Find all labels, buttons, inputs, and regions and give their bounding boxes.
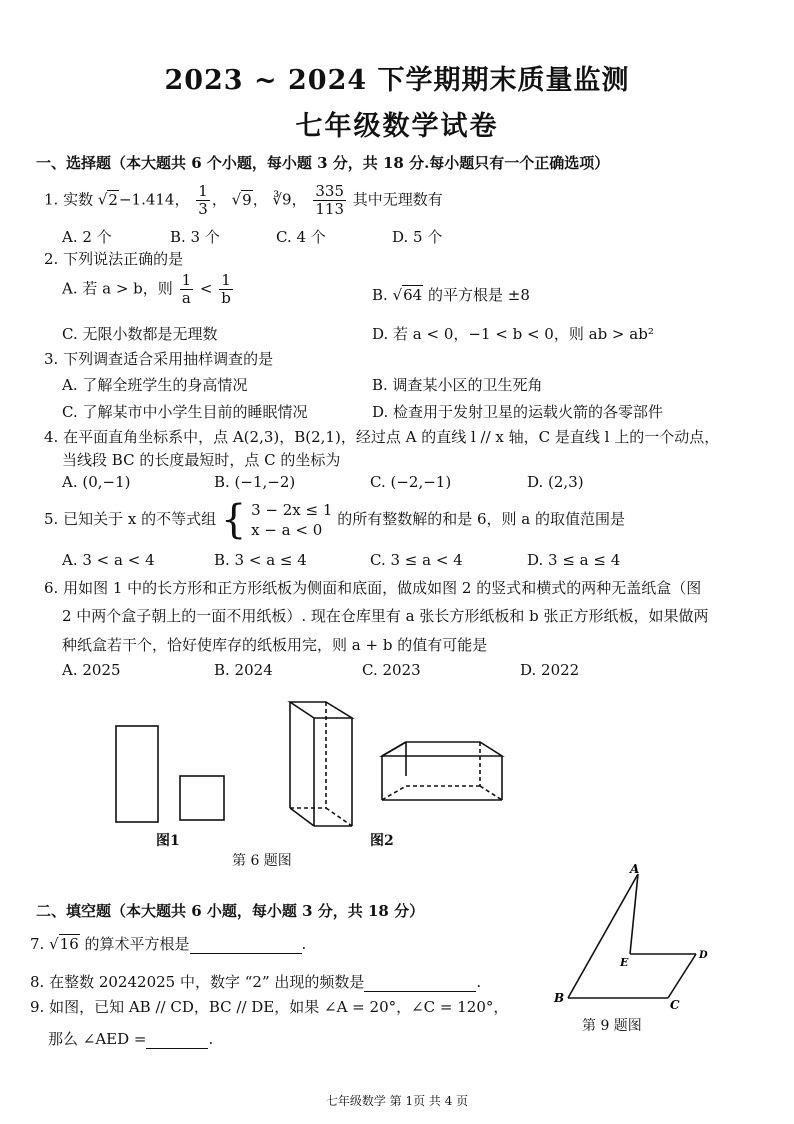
q1-frac2 [313, 183, 346, 218]
q9-line1: 9. 如图，已知 AB // CD，BC // DE，如果 ∠A = 20°，∠C = 120°， [30, 998, 509, 1016]
question-8 [30, 971, 481, 992]
q3-stem: 3. 下列调查适合采用抽样调查的是 [44, 350, 274, 368]
figure-1-label: 图1 [156, 833, 180, 849]
q2-option-a [62, 272, 235, 307]
q1-sqrt2: 2 [108, 190, 118, 209]
q1-option-d: D. 5 个 [392, 228, 443, 246]
q5-option-a: A. 3 < a < 4 [62, 551, 155, 569]
q2-a-pre: A. 若 a > b，则 [62, 279, 173, 298]
q5-system [251, 500, 332, 540]
q2-b-rad: 64 [403, 286, 423, 304]
figure-9-lines [568, 874, 696, 998]
q2-option-b: B. √64 的平方根是 ±8 [372, 286, 530, 304]
figure-2-label: 图2 [370, 833, 394, 849]
q8-end: . [476, 973, 482, 991]
question-9-line2 [48, 1028, 213, 1049]
q7-rad: 16 [59, 935, 79, 953]
rectangle-board [116, 726, 158, 822]
q2-a-lt: < [199, 279, 213, 298]
q2-b-post: 的平方根是 ±8 [423, 286, 530, 304]
q4-line2: 当线段 BC 的长度最短时，点 C 的坐标为 [62, 451, 341, 469]
q2-stem: 2. 下列说法正确的是 [44, 250, 184, 268]
figure-2-boxes [282, 696, 512, 831]
q3-option-c: C. 了解某市中小学生目前的睡眠情况 [62, 403, 308, 421]
q1-frac1-num: 1 [198, 182, 208, 200]
q7-pre: 7. [30, 935, 50, 953]
point-c-label: C [670, 998, 680, 1012]
q6-option-b: B. 2024 [214, 661, 273, 679]
q2-a-f2d: b [221, 289, 231, 307]
q3-option-a: A. 了解全班学生的身高情况 [62, 376, 248, 394]
q6-option-d: D. 2022 [520, 661, 580, 679]
exam-title: 2023 ~ 2024 下学期期末质量监测 [164, 65, 630, 96]
q1-prefix: 1. 实数 [44, 190, 94, 209]
q1-option-a: A. 2 个 [62, 228, 112, 246]
q2-a-f1n: 1 [181, 271, 192, 289]
q9-answer-blank[interactable] [146, 1030, 208, 1049]
q2-option-c: C. 无限小数都是无理数 [62, 325, 218, 343]
point-a-label: A [630, 862, 640, 876]
q1-option-c: C. 4 个 [276, 228, 326, 246]
q6-option-c: C. 2023 [362, 661, 421, 679]
q5-option-c: C. 3 ≤ a < 4 [370, 551, 463, 569]
q7-answer-blank[interactable] [190, 935, 302, 954]
section2-heading: 二、填空题（本大题共 6 小题，每小题 3 分，共 18 分） [36, 902, 425, 920]
square-board [180, 776, 224, 820]
q1-frac1-den: 3 [198, 200, 208, 218]
q8-answer-blank[interactable] [364, 973, 476, 992]
q1-minus: −1.414， [118, 190, 190, 209]
q1-frac2-den: 113 [315, 200, 344, 218]
q6-option-a: A. 2025 [62, 661, 121, 679]
q2-b-pre: B. [372, 286, 393, 304]
q2-a-f1d: a [181, 289, 191, 307]
point-b-label: B [554, 991, 565, 1005]
q7-end: . [301, 935, 307, 953]
q2-a-frac2 [219, 272, 233, 307]
section1-heading: 一、选择题（本大题共 6 个小题，每小题 3 分，共 18 分.每小题只有一个正确选项） [36, 154, 610, 172]
q2-a-frac1 [180, 272, 194, 307]
q6-line2: 2 中两个盒子朝上的一面不用纸板）. 现在仓库里有 a 张长方形纸板和 b 张正方形纸板，如果做两 [62, 607, 709, 625]
q5-option-d: D. 3 ≤ a ≤ 4 [527, 551, 621, 569]
q5-brace: { [220, 497, 247, 543]
q9-end: . [208, 1030, 214, 1048]
q1-frac2-num: 335 [315, 182, 344, 200]
figure-9-caption: 第 9 题图 [582, 1018, 642, 1034]
q1-suffix: 其中无理数有 [352, 190, 443, 209]
exam-subtitle: 七年级数学试卷 [295, 111, 499, 142]
q4-option-b: B. (−1,−2) [214, 473, 296, 491]
q7-post: 的算术平方根是 [79, 935, 190, 953]
question-5 [44, 497, 625, 543]
page-footer: 七年级数学 第 1页 共 4 页 [325, 1094, 469, 1108]
q5-suffix: 的所有整数解的和是 6，则 a 的取值范围是 [337, 510, 625, 528]
q5-ineq2: x − a < 0 [251, 521, 323, 539]
q3-option-b: B. 调查某小区的卫生死角 [372, 376, 543, 394]
q2-option-d: D. 若 a < 0，−1 < b < 0，则 ab > ab² [372, 325, 654, 343]
q5-option-b: B. 3 < a ≤ 4 [214, 551, 307, 569]
point-d-label: D [699, 950, 708, 961]
q4-option-a: A. (0,−1) [62, 473, 131, 491]
q1-frac1 [196, 183, 210, 218]
q5-prefix: 5. 已知关于 x 的不等式组 [44, 510, 217, 528]
figure-6-caption: 第 6 题图 [232, 853, 292, 869]
figure-9-diagram [550, 860, 720, 1020]
q6-line3: 种纸盒若干个，恰好使库存的纸板用完，则 a + b 的值有可能是 [62, 636, 488, 654]
q2-a-f2n: 1 [221, 271, 231, 289]
q6-line1: 6. 用如图 1 中的长方形和正方形纸板为侧面和底面，做成如图 2 的竖式和横式的两种无盖纸盒（图 [44, 579, 702, 597]
q1-option-b: B. 3 个 [170, 228, 220, 246]
q9-line2: 那么 ∠AED = [48, 1030, 147, 1048]
q4-line1: 4. 在平面直角坐标系中，点 A(2,3)，B(2,1)，经过点 A 的直线 l // x 轴，C 是直线 l 上的一个动点， [44, 428, 720, 446]
horizontal-box [382, 742, 502, 800]
q4-option-c: C. (−2,−1) [370, 473, 452, 491]
question-1: 1. 实数 √2−1.414， $\frac{1}{3}$ ， √9， ∛9， $\frac{335}{113}$ 其中无理数有 [44, 182, 443, 218]
question-7: 7. √16 的算术平方根是 . [30, 935, 307, 953]
q4-option-d: D. (2,3) [527, 473, 584, 491]
q8-text: 8. 在整数 20242025 中，数字 “2” 出现的频数是 [30, 973, 365, 991]
q1-sqrt9: 9 [242, 190, 252, 209]
vertical-box [290, 702, 352, 826]
figure-1-boards [108, 718, 228, 828]
point-e-label: E [620, 956, 629, 969]
q3-option-d: D. 检查用于发射卫星的运载火箭的各零部件 [372, 403, 664, 421]
q1-cbrt: ∛9， [272, 190, 307, 209]
q5-ineq1: 3 − 2x ≤ 1 [251, 501, 333, 519]
